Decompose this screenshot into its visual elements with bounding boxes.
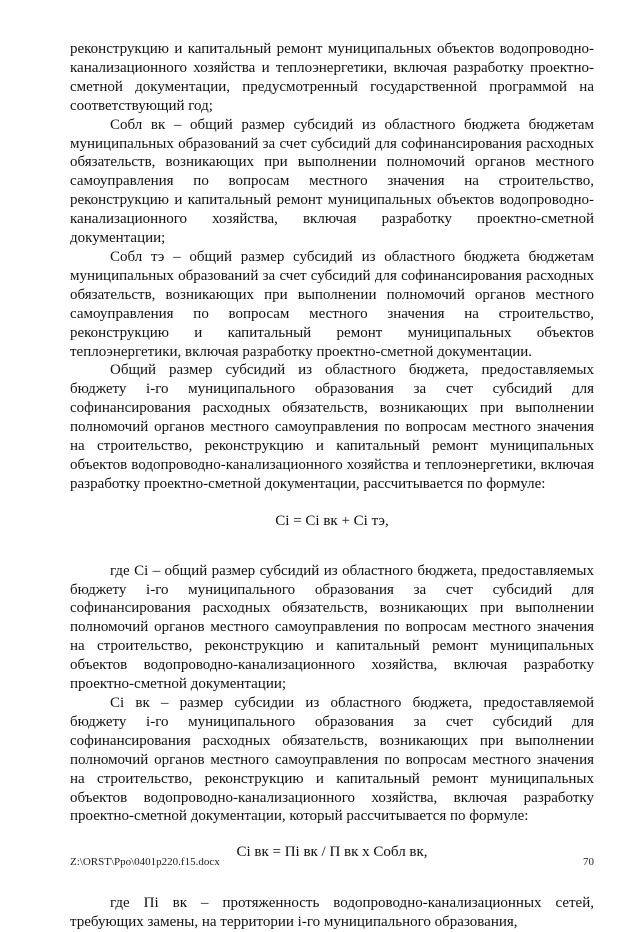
body-paragraph: где Пi вк – протяженность водопроводно-канализационных сетей, требующих замены, на территории i-го муниципального образования, [70, 895, 594, 931]
continued-paragraph: реконструкцию и капитальный ремонт муниципальных объектов водопроводно-канализационного хозяйства и теплоэнергетики, включая разработку проектно-сметной документации, предусмотренный государственной программой на соответствующий год; [70, 41, 594, 114]
file-path: Z:\ORST\Ppo\0401p220.f15.docx [70, 856, 220, 868]
page-number: 70 [583, 856, 594, 868]
body-paragraph: Собл тэ – общий размер субсидий из областного бюджета бюджетам муниципальных образований за счет субсидий для софинансирования расходных обязательств, возникающих при выполнении полномочий органов местного самоуправления по вопросам местного значения на строительство, реконструкцию и капитальный ремонт муниципальных объектов теплоэнергетики, включая разработку проектно-сметной документации. [70, 248, 594, 360]
formula: Ci вк = Пi вк / П вк x Собл вк, [236, 844, 428, 861]
body-paragraph: Ci вк – размер субсидии из областного бюджета, предоставляемой бюджету i-го муниципального образования за счет субсидий для софинансирования расходных обязательств, возникающих при выполнении полномочий органов местного самоуправления по вопросам местного значения на строительство, реконструкцию и капитальный ремонт муниципальных объектов водопроводно-канализационного хозяйства, включая разработку проектно-сметной документации, который рассчитывается по формуле: [70, 695, 594, 825]
formula: Ci = Ci вк + Ci тэ, [275, 512, 389, 529]
body-paragraph: Общий размер субсидий из областного бюджета, предоставляемых бюджету i-го муниципального образования за счет субсидий для софинансирования расходных обязательств, возникающих при выполнении полномочий органов местного самоуправления по вопросам местного значения на строительство, реконструкцию и капитальный ремонт муниципальных объектов водопроводно-канализационного хозяйства и теплоэнергетики, включая разработку проектно-сметной документации, рассчитывается по формуле: [70, 362, 594, 492]
body-paragraph: Собл вк – общий размер субсидий из областного бюджета бюджетам муниципальных образований за счет субсидий для софинансирования расходных обязательств, возникающих при выполнении полномочий органов местного самоуправления по вопросам местного значения на строительство, реконструкцию и капитальный ремонт муниципальных объектов водопроводно-канализационного хозяйства, включая разработку проектно-сметной документации; [70, 116, 594, 247]
body-paragraph: где Ci – общий размер субсидий из областного бюджета, предоставляемых бюджету i-го муниципального образования за счет субсидий для софинансирования расходных обязательств, возникающих при выполнении полномочий органов местного самоуправления по вопросам местного значения на строительство, реконструкцию и капитальный ремонт муниципальных объектов водопроводно-канализационного хозяйства, включая разработку проектно-сметной документации; [70, 562, 594, 693]
page-footer [70, 855, 594, 869]
document-body [70, 40, 594, 932]
